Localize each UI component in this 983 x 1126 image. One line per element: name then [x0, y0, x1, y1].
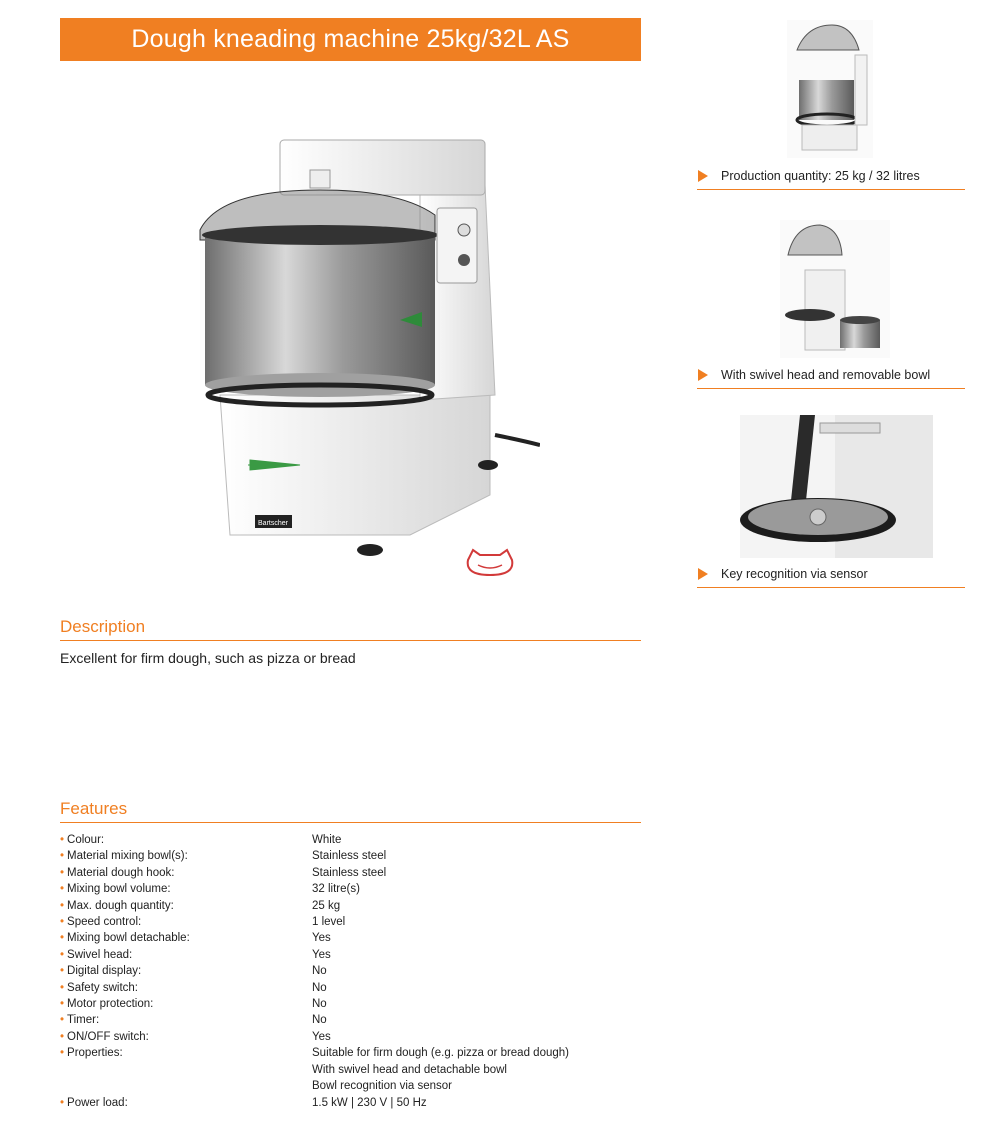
product-title-bar: [60, 18, 641, 61]
feature-row: [60, 881, 641, 897]
feature-value: [312, 930, 331, 946]
highlight-caption-2: [697, 368, 965, 389]
feature-row: [60, 963, 641, 979]
feature-row: [60, 1045, 641, 1094]
feature-label: [60, 832, 312, 848]
feature-label: [60, 1012, 312, 1028]
highlight-caption-text: Production quantity: 25 kg / 32 litres: [721, 169, 920, 183]
features-list: [60, 832, 641, 1111]
description-heading: Description: [60, 617, 641, 641]
bullet-icon: •: [60, 834, 65, 846]
highlight-caption-text: Key recognition via sensor: [721, 567, 868, 581]
feature-label: [60, 1095, 312, 1111]
feature-value-line: With swivel head and detachable bowl: [312, 1063, 507, 1076]
feature-value: [312, 980, 327, 996]
feature-value: [312, 898, 340, 914]
feature-value-line: Bowl recognition via sensor: [312, 1080, 452, 1093]
feature-row: [60, 996, 641, 1012]
feature-value-line: 1 level: [312, 916, 346, 929]
feature-value: [312, 848, 386, 864]
description-text: Excellent for firm dough, such as pizza or bread: [60, 650, 356, 666]
feature-label-text: Mixing bowl detachable:: [67, 932, 190, 945]
feature-value-line: No: [312, 1014, 327, 1027]
feature-label-text: Max. dough quantity:: [67, 899, 174, 912]
bullet-icon: •: [60, 998, 65, 1011]
bullet-icon: •: [60, 1014, 65, 1027]
feature-row: [60, 1095, 641, 1111]
bullet-icon: •: [60, 948, 65, 961]
feature-row: [60, 865, 641, 881]
arrow-right-icon: [698, 568, 708, 580]
feature-label-text: Speed control:: [67, 916, 142, 929]
feature-label-text: Colour:: [67, 834, 105, 846]
feature-value-line: Suitable for firm dough (e.g. pizza or bread dough): [312, 1047, 569, 1060]
feature-row: [60, 947, 641, 963]
feature-label-text: Mixing bowl volume:: [67, 883, 171, 896]
feature-row: [60, 898, 641, 914]
feature-value: [312, 996, 327, 1012]
arrow-right-icon: [698, 170, 708, 182]
feature-value-line: White: [312, 834, 342, 846]
feature-value: [312, 963, 327, 979]
feature-value-line: 32 litre(s): [312, 883, 360, 896]
main-product-image: [160, 95, 540, 585]
features-heading: Features: [60, 799, 641, 823]
feature-value-line: Stainless steel: [312, 850, 387, 863]
feature-label-text: Digital display:: [67, 965, 142, 978]
highlight-caption-text: With swivel head and removable bowl: [721, 368, 931, 382]
feature-value: [312, 1012, 327, 1028]
feature-row: [60, 980, 641, 996]
feature-value: [312, 1029, 331, 1045]
feature-label: [60, 996, 312, 1012]
feature-row: [60, 832, 641, 848]
feature-value: [312, 914, 345, 930]
feature-value-line: Yes: [312, 1030, 331, 1043]
feature-label: [60, 865, 312, 881]
bullet-icon: •: [60, 899, 65, 912]
bullet-icon: •: [60, 866, 65, 879]
feature-label: [60, 930, 312, 946]
feature-label-text: Timer:: [67, 1014, 100, 1027]
feature-value-line: Yes: [312, 932, 331, 945]
thumbnail-production-quantity: [787, 20, 873, 158]
feature-row: [60, 1012, 641, 1028]
thumbnail-swivel-head: [780, 220, 890, 358]
bullet-icon: •: [60, 932, 65, 945]
feature-value-line: No: [312, 981, 327, 994]
feature-value-line: No: [312, 998, 327, 1011]
bullet-icon: •: [60, 850, 65, 863]
feature-row: [60, 848, 641, 864]
feature-row: [60, 930, 641, 946]
feature-label: [60, 898, 312, 914]
feature-label-text: Power load:: [67, 1096, 128, 1109]
feature-value: [312, 865, 386, 881]
feature-value-line: No: [312, 965, 327, 978]
bullet-icon: •: [60, 981, 65, 994]
arrow-right-icon: [698, 369, 708, 381]
bullet-icon: •: [60, 916, 65, 929]
feature-label-text: Material mixing bowl(s):: [67, 850, 188, 863]
bullet-icon: •: [60, 1047, 65, 1060]
feature-value-line: Stainless steel: [312, 866, 387, 879]
bullet-icon: •: [60, 1096, 65, 1109]
feature-label-text: Safety switch:: [67, 981, 138, 994]
feature-label: [60, 848, 312, 864]
thumbnail-bowl-sensor: [740, 415, 933, 558]
product-title: Dough kneading machine 25kg/32L AS: [131, 25, 570, 53]
feature-label-text: Swivel head:: [67, 948, 133, 961]
feature-label-text: ON/OFF switch:: [67, 1030, 149, 1043]
feature-value: [312, 1045, 569, 1094]
feature-label: [60, 914, 312, 930]
feature-label: [60, 980, 312, 996]
feature-row: [60, 914, 641, 930]
feature-label-text: Material dough hook:: [67, 866, 175, 879]
feature-label: [60, 947, 312, 963]
feature-label: [60, 881, 312, 897]
highlight-caption-3: [697, 567, 965, 588]
feature-label: [60, 1029, 312, 1045]
feature-value-line: 1.5 kW | 230 V | 50 Hz: [312, 1096, 427, 1109]
highlight-caption-1: [697, 169, 965, 190]
feature-value: [312, 881, 360, 897]
mascot-icon: [468, 550, 513, 575]
feature-value: [312, 832, 341, 848]
bullet-icon: •: [60, 1030, 65, 1043]
feature-value-line: 25 kg: [312, 899, 341, 912]
brand-label: Bartscher: [258, 520, 288, 527]
feature-value: [312, 947, 331, 963]
feature-row: [60, 1029, 641, 1045]
feature-label-text: Motor protection:: [67, 998, 154, 1011]
bullet-icon: •: [60, 965, 65, 978]
bullet-icon: •: [60, 883, 65, 896]
feature-label-text: Properties:: [67, 1047, 123, 1060]
feature-label: [60, 1045, 312, 1094]
feature-label: [60, 963, 312, 979]
feature-value-line: Yes: [312, 948, 331, 961]
feature-value: [312, 1095, 427, 1111]
